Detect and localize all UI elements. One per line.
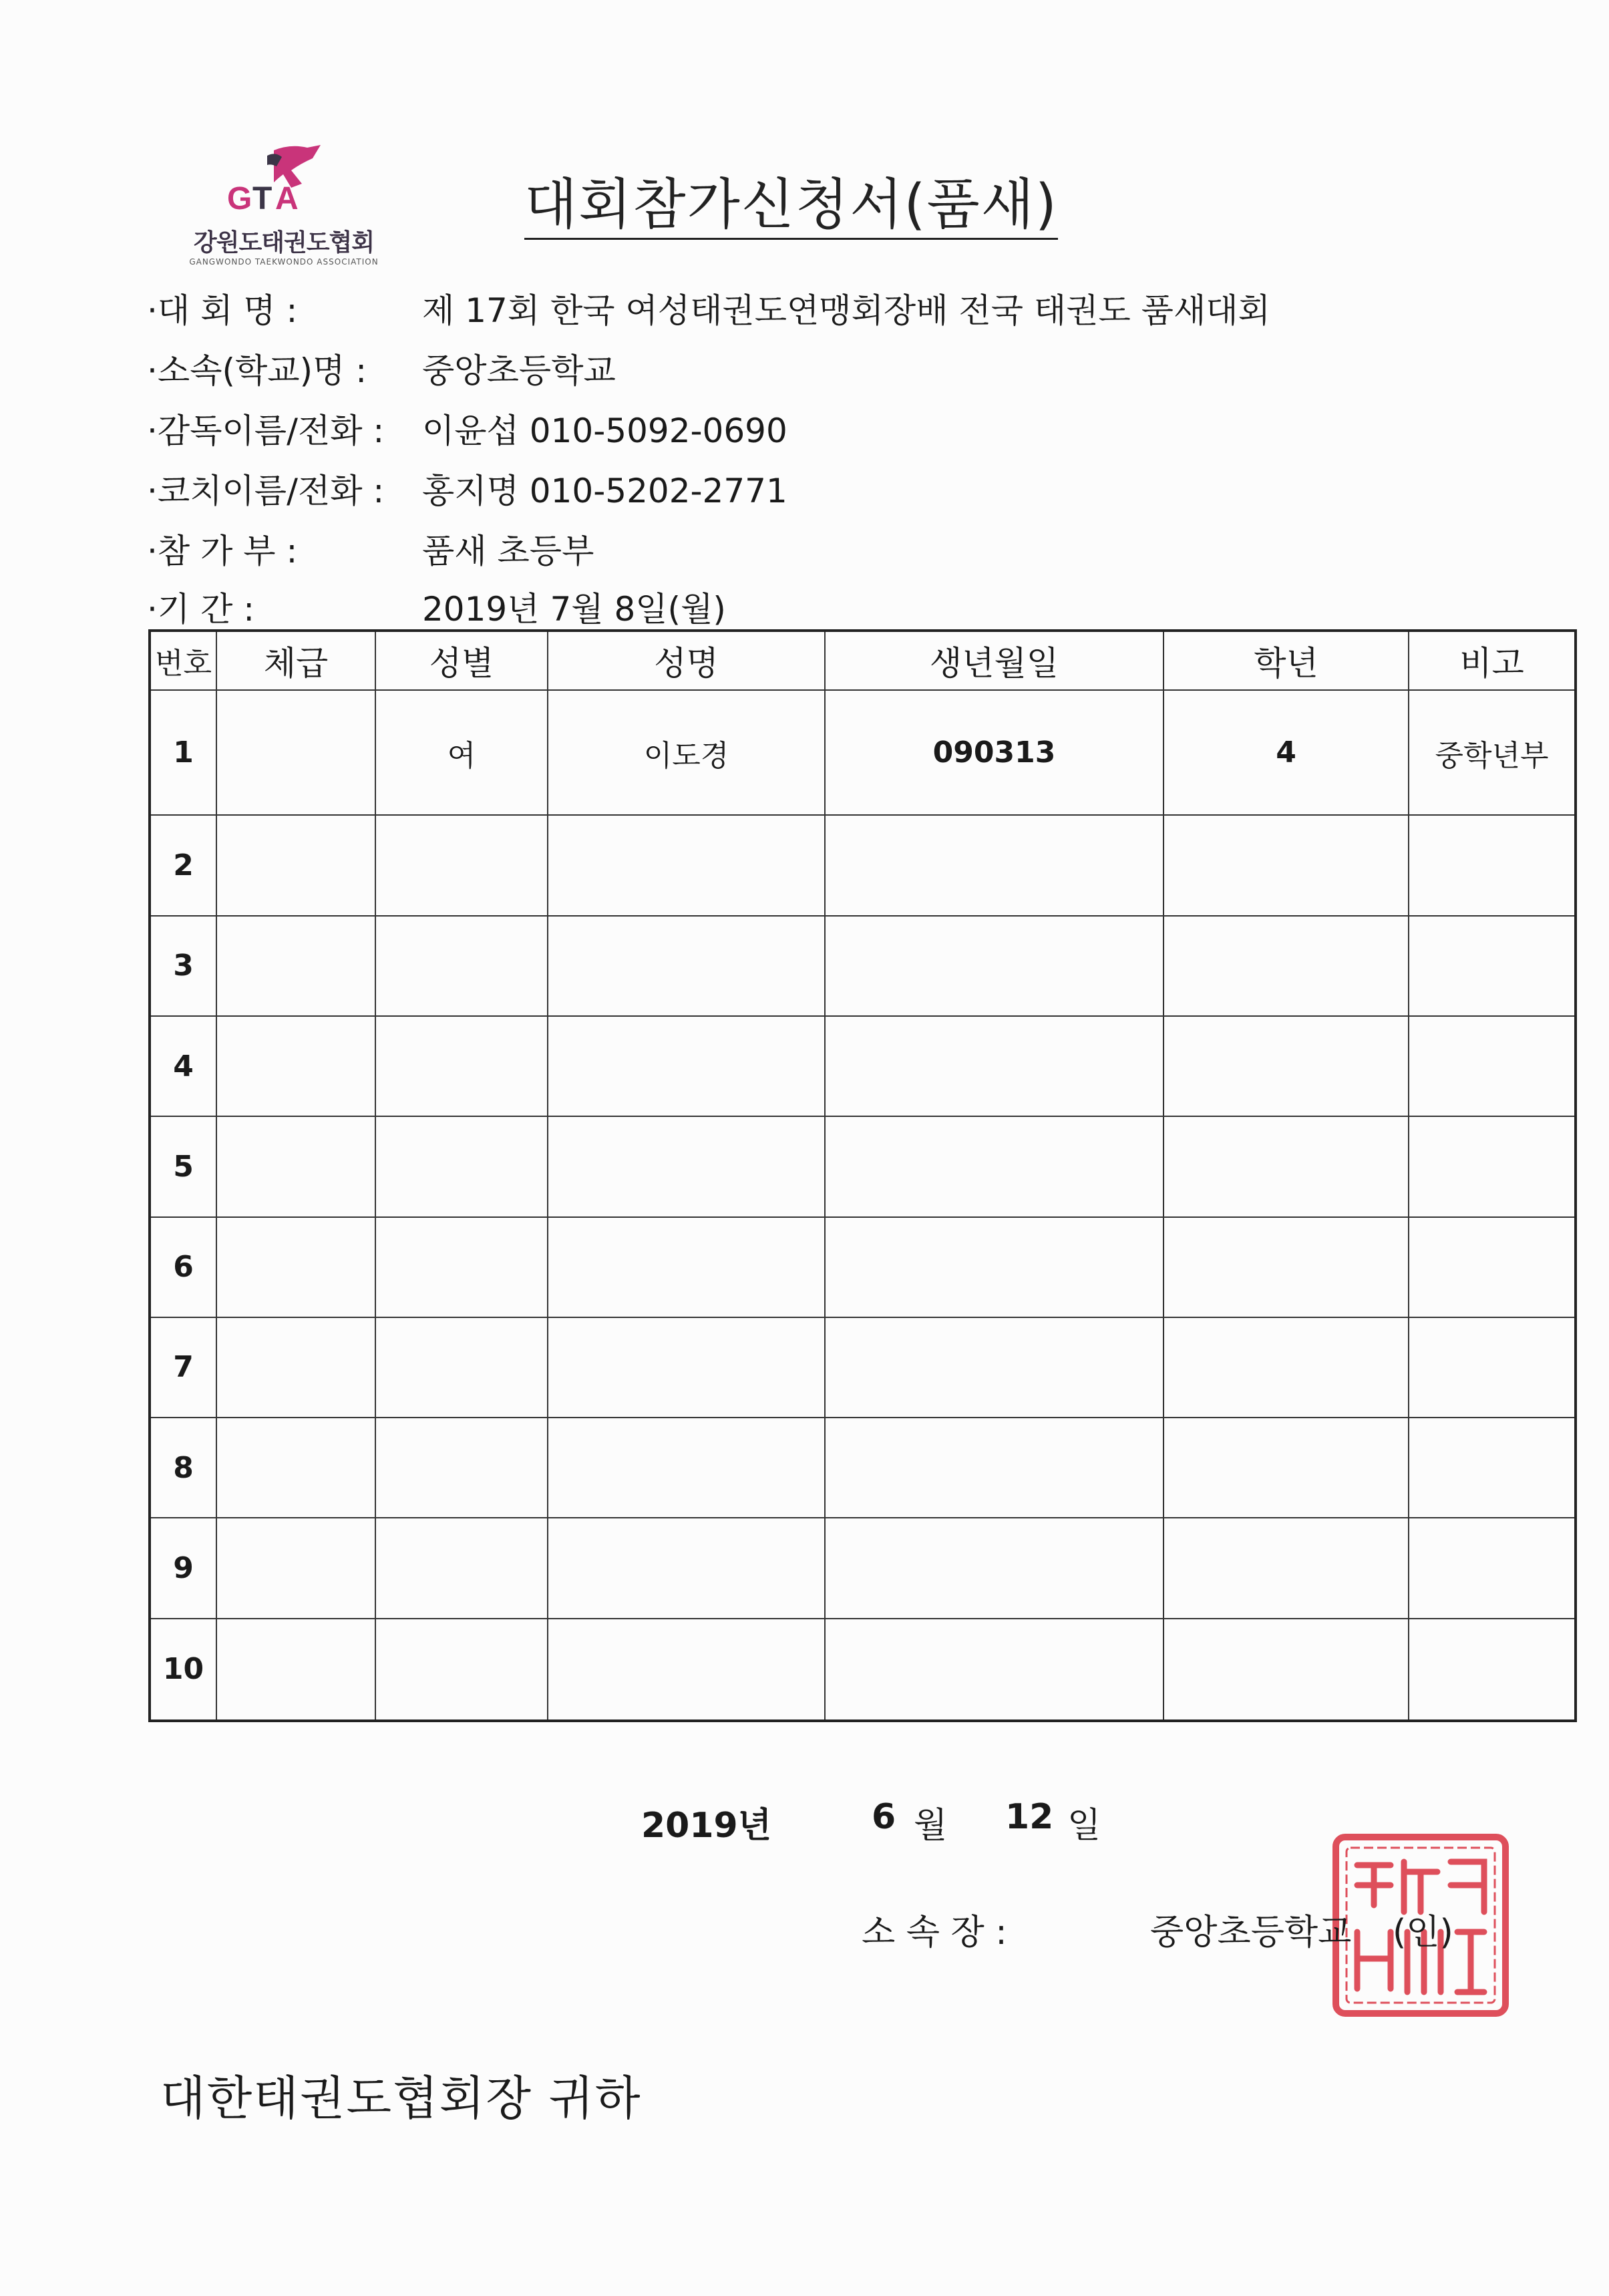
header-gender: 성별: [375, 631, 548, 690]
cell-gender: [375, 1217, 548, 1317]
association-name: 강원도태권도협회: [193, 229, 375, 257]
cell-grade: [1164, 1217, 1409, 1317]
cell-name: [548, 1116, 825, 1216]
cell-note: [1409, 1116, 1576, 1216]
cell-note: [1409, 1518, 1576, 1618]
cell-name: [548, 1619, 825, 1721]
seal-mark: (인): [1393, 1913, 1453, 1953]
table-row: [150, 690, 1576, 815]
date-day-unit: 일: [1067, 1806, 1101, 1846]
svg-text:T: T: [252, 181, 273, 214]
cell-number: 6: [150, 1217, 216, 1317]
cell-note: [1409, 1619, 1576, 1721]
cell-weight-class: [216, 1016, 375, 1116]
cell-birthdate: [825, 1016, 1164, 1116]
cell-birthdate: [825, 1116, 1164, 1216]
cell-grade: [1164, 1418, 1409, 1518]
signature-label: 소 속 장 :: [862, 1913, 1007, 1953]
info-row-director: [147, 404, 787, 452]
info-value: 제 17회 한국 여성태권도연맹회장배 전국 태권도 품새대회: [422, 291, 1270, 330]
header-name: 성명: [548, 631, 825, 690]
info-row-competition: [147, 284, 1270, 332]
cell-weight-class: [216, 690, 375, 815]
info-row-division: [147, 524, 594, 572]
header-weight-class: 체급: [216, 631, 375, 690]
cell-grade: 4: [1164, 690, 1409, 815]
cell-grade: [1164, 1317, 1409, 1418]
info-value: 이윤섭 010-5092-0690: [422, 412, 787, 450]
cell-gender: [375, 1116, 548, 1216]
date-day: 12: [1005, 1797, 1054, 1837]
cell-gender: [375, 1016, 548, 1116]
cell-name: [548, 1016, 825, 1116]
cell-note: [1409, 1418, 1576, 1518]
cell-number: 4: [150, 1016, 216, 1116]
info-label: ·대 회 명 :: [147, 291, 298, 330]
cell-birthdate: [825, 1619, 1164, 1721]
cell-birthdate: [825, 1518, 1164, 1618]
header-birthdate: 생년월일: [825, 631, 1164, 690]
cell-note: [1409, 815, 1576, 915]
cell-name: [548, 1317, 825, 1418]
info-value: 홍지명 010-5202-2771: [422, 472, 787, 510]
cell-weight-class: [216, 1317, 375, 1418]
info-label: ·소속(학교)명 :: [147, 351, 367, 390]
cell-gender: [375, 916, 548, 1016]
cell-number: 7: [150, 1317, 216, 1418]
info-value: 2019년 7월 8일(월): [422, 590, 726, 629]
table-row: [150, 1116, 1576, 1216]
cell-name: [548, 1518, 825, 1618]
cell-birthdate: [825, 1317, 1164, 1418]
svg-text:A: A: [275, 181, 299, 214]
cell-weight-class: [216, 1217, 375, 1317]
date-month-unit: 월: [914, 1806, 948, 1846]
cell-birthdate: 090313: [825, 690, 1164, 815]
document-title: 대회참가신청서(품새): [524, 175, 1058, 240]
info-value: 중앙초등학교: [422, 351, 616, 390]
taekwondo-logo-icon: [227, 144, 327, 214]
info-label: ·기 간 :: [147, 590, 255, 629]
cell-name: [548, 1217, 825, 1317]
cell-name: [548, 916, 825, 1016]
cell-gender: [375, 815, 548, 915]
cell-note: [1409, 1217, 1576, 1317]
cell-gender: 여: [375, 690, 548, 815]
table-row: [150, 1016, 1576, 1116]
cell-grade: [1164, 1518, 1409, 1618]
header-grade: 학년: [1164, 631, 1409, 690]
association-subtitle: GANGWONDO TAEKWONDO ASSOCIATION: [189, 257, 379, 267]
date-year: 2019년: [641, 1806, 771, 1846]
table-row: [150, 815, 1576, 915]
table-row: [150, 1317, 1576, 1418]
cell-number: 5: [150, 1116, 216, 1216]
info-value: 품새 초등부: [422, 532, 594, 570]
info-label: ·감독이름/전화 :: [147, 412, 385, 450]
table-row: [150, 1217, 1576, 1317]
cell-number: 2: [150, 815, 216, 915]
signature-school: 중앙초등학교: [1150, 1913, 1352, 1953]
cell-gender: [375, 1518, 548, 1618]
info-label: ·참 가 부 :: [147, 532, 298, 570]
cell-weight-class: [216, 1518, 375, 1618]
cell-note: [1409, 916, 1576, 1016]
svg-text:G: G: [227, 181, 252, 214]
table-header-row: [150, 631, 1576, 690]
cell-birthdate: [825, 916, 1164, 1016]
cell-grade: [1164, 1619, 1409, 1721]
cell-birthdate: [825, 1418, 1164, 1518]
header-number: 번호: [150, 631, 216, 690]
participant-table: [148, 629, 1577, 1722]
cell-number: 3: [150, 916, 216, 1016]
cell-grade: [1164, 1016, 1409, 1116]
info-row-coach: [147, 464, 787, 512]
cell-grade: [1164, 916, 1409, 1016]
cell-gender: [375, 1619, 548, 1721]
info-label: ·코치이름/전화 :: [147, 472, 385, 510]
header-note: 비고: [1409, 631, 1576, 690]
cell-number: 9: [150, 1518, 216, 1618]
cell-grade: [1164, 815, 1409, 915]
cell-number: 1: [150, 690, 216, 815]
cell-gender: [375, 1418, 548, 1518]
cell-note: 중학년부: [1409, 690, 1576, 815]
table-row: [150, 916, 1576, 1016]
cell-weight-class: [216, 1116, 375, 1216]
cell-birthdate: [825, 1217, 1164, 1317]
cell-name: [548, 1418, 825, 1518]
cell-number: 10: [150, 1619, 216, 1721]
table-row: [150, 1619, 1576, 1721]
cell-name: 이도경: [548, 690, 825, 815]
date-month: 6: [872, 1797, 896, 1837]
cell-name: [548, 815, 825, 915]
cell-weight-class: [216, 1619, 375, 1721]
cell-note: [1409, 1317, 1576, 1418]
info-row-school: [147, 344, 616, 392]
cell-grade: [1164, 1116, 1409, 1216]
addressee: 대한태권도협회장 귀하: [160, 2071, 642, 2126]
cell-birthdate: [825, 815, 1164, 915]
cell-weight-class: [216, 815, 375, 915]
table-row: [150, 1518, 1576, 1618]
association-logo: [167, 144, 387, 271]
cell-weight-class: [216, 1418, 375, 1518]
table-row: [150, 1418, 1576, 1518]
cell-number: 8: [150, 1418, 216, 1518]
cell-note: [1409, 1016, 1576, 1116]
cell-gender: [375, 1317, 548, 1418]
info-row-period: [147, 583, 726, 631]
cell-weight-class: [216, 916, 375, 1016]
